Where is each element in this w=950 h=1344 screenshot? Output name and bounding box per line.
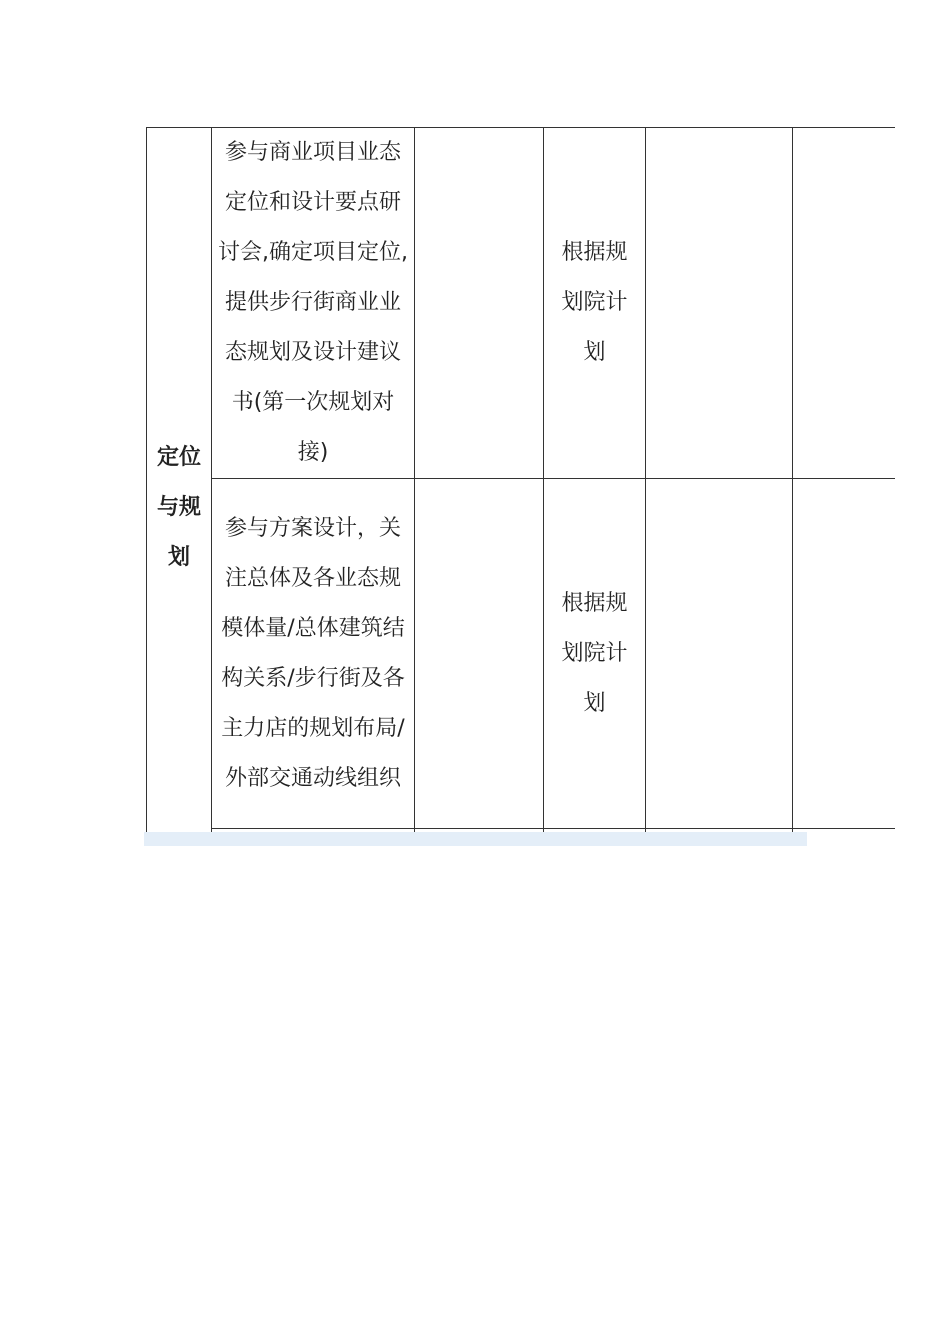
empty-cell [646, 128, 793, 479]
table-viewport [146, 127, 895, 832]
empty-cell [415, 128, 544, 479]
phase-label: 定位与规划 [156, 445, 201, 570]
plan-table [146, 127, 895, 832]
basis-text: 根据规划院计划 [561, 590, 628, 716]
task-cell [212, 479, 415, 829]
basis-text: 根据规划院计划 [561, 240, 628, 365]
image-bottom-band [144, 832, 807, 846]
empty-cell [646, 479, 793, 829]
table-row [147, 479, 896, 829]
empty-cell [415, 479, 544, 829]
empty-cell [793, 128, 896, 479]
table-row [147, 128, 896, 479]
task-text: 参与商业项目业态定位和设计要点研讨会,确定项目定位,提供步行街商业业态规划及设计建议书(第一次规划对接) [218, 140, 408, 465]
task-cell [212, 128, 415, 479]
basis-cell [544, 479, 646, 829]
empty-cell [793, 829, 896, 833]
empty-cell [793, 479, 896, 829]
basis-cell [544, 128, 646, 479]
phase-cell [147, 128, 212, 833]
task-text: 参与方案设计，关注总体及各业态规模体量/总体建筑结构关系/步行街及各主力店的规划布局/外部交通动线组织 [221, 515, 405, 791]
